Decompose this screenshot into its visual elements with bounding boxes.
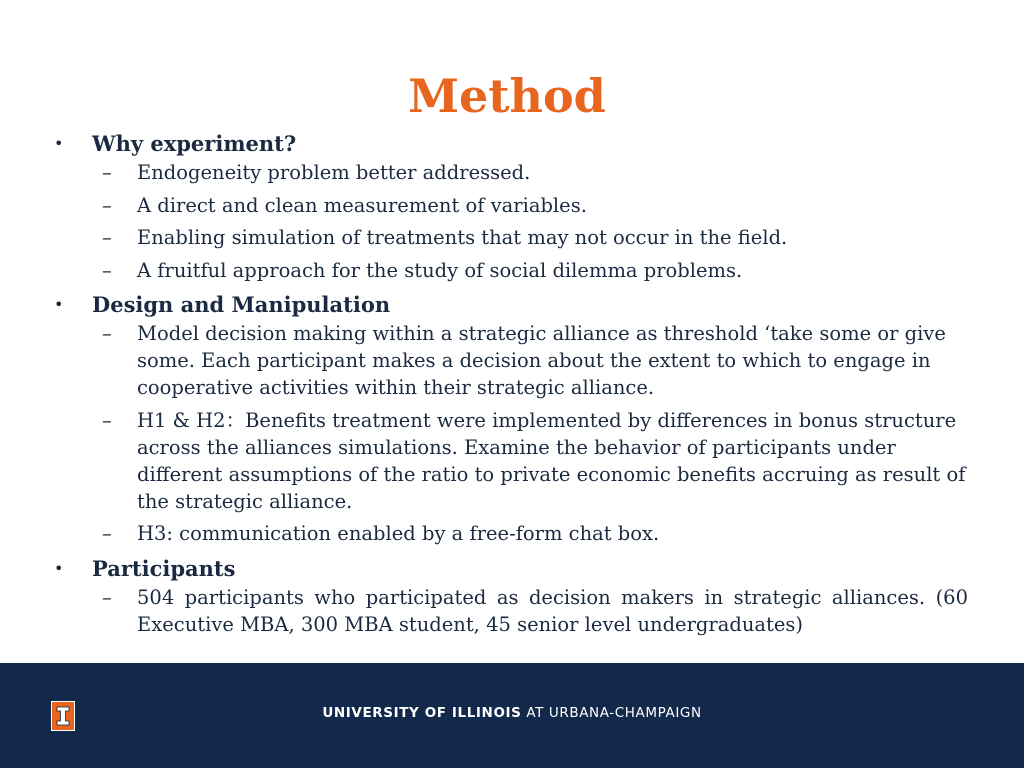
list-item-text: A direct and clean measurement of variables. <box>137 193 587 217</box>
section-heading-text: Design and Manipulation <box>92 292 391 317</box>
list-item <box>48 320 968 401</box>
list-item-text: Endogeneity problem better addressed. <box>137 161 531 184</box>
list-item <box>48 520 968 547</box>
list-item-text: Model decision making within a strategic alliance as threshold ‘take some or give some. Each participant makes a decision about the extent to which to engage in cooperative activities within their strategic alliance. <box>137 322 946 399</box>
section-heading <box>48 289 968 320</box>
university-wordmark <box>0 705 1024 721</box>
dash-icon: – <box>102 226 112 249</box>
slide-content <box>48 128 968 643</box>
list-item <box>48 159 968 186</box>
footer-bar <box>0 663 1024 768</box>
list-item <box>48 224 968 251</box>
dash-icon: – <box>102 161 112 184</box>
list-item-text: 504 participants who participated as decision makers in strategic alliances. (60 Executive MBA, 300 MBA student, 45 senior level undergraduates) <box>137 585 968 636</box>
dash-icon: – <box>102 193 112 217</box>
bullet-icon: • <box>54 295 64 314</box>
bullet-icon: • <box>54 134 64 153</box>
list-item-text: A fruitful approach for the study of social dilemma problems. <box>137 258 743 282</box>
bullet-icon: • <box>54 558 64 578</box>
dash-icon: – <box>102 522 112 545</box>
list-item-text: H1 & H2：Benefits treatment were implemented by differences in bonus structure across the alliances simulations. Examine the behavior of participants under different assumptions of the ratio to private economic benefits accruing as result of the strategic alliance. <box>137 408 966 513</box>
slide-title: Method <box>408 69 606 123</box>
dash-icon: – <box>102 258 112 282</box>
dash-icon: – <box>102 408 112 432</box>
list-item-text: H3: communication enabled by a free-form chat box. <box>137 522 660 545</box>
section-heading <box>48 553 968 584</box>
campus-name: AT URBANA-CHAMPAIGN <box>521 705 702 721</box>
dash-icon: – <box>102 585 112 609</box>
list-item <box>48 257 968 284</box>
list-item <box>48 192 968 219</box>
section-heading <box>48 128 968 159</box>
list-item-text: Enabling simulation of treatments that may not occur in the field. <box>137 226 788 249</box>
dash-icon: – <box>102 322 112 345</box>
section-heading-text: Why experiment? <box>92 131 297 156</box>
list-item <box>48 407 968 515</box>
list-item <box>48 584 968 638</box>
section-heading-text: Participants <box>92 555 236 581</box>
university-name: UNIVERSITY OF ILLINOIS <box>322 705 522 721</box>
